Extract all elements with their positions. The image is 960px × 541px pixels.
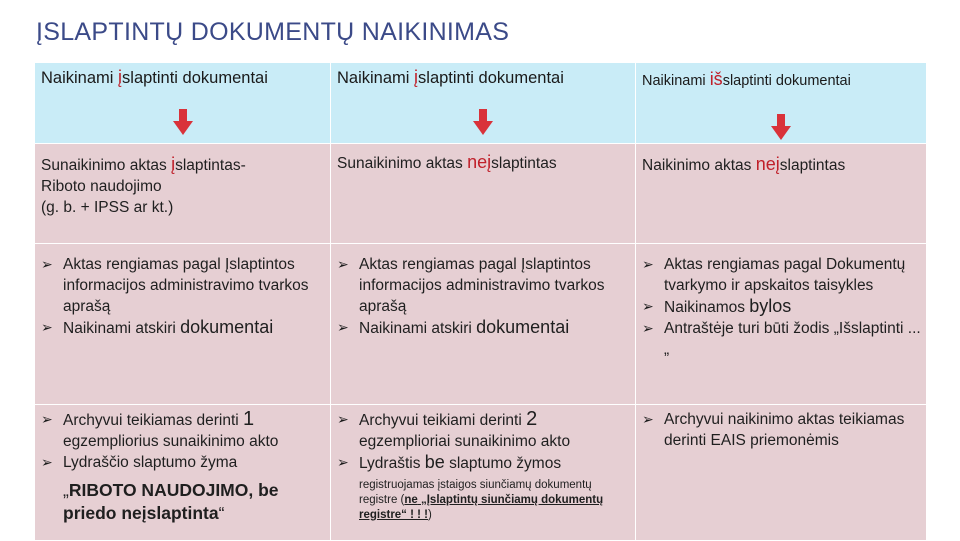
prep-cell-1 [35,244,331,405]
archive-row [35,405,927,541]
arrow-down-icon [473,109,493,135]
header-label: Naikinami išslaptinti dokumentai [642,69,851,89]
registration-note: registruojamas įstaigos siunčiamų dokumentų registre (ne „Įslaptintų siunčiamų dokumentų registre“ ! ! !) [359,479,604,521]
list-item: ➢ Lydraščio slaptumo žyma „RIBOTO NAUDOJIMO, be priedo neįslaptinta“ [41,452,326,525]
list-item: ➢ Aktas rengiamas pagal Dokumentų tvarkymo ir apskaitos taisykles [642,254,922,296]
list-item: ➢ Lydraštis be slaptumo žymos [337,452,631,474]
list-item: ➢ Antraštėje turi būti žodis „Išslaptinti ... „ [642,318,922,360]
bullet-list [636,244,926,360]
header-row [35,63,927,144]
prep-cell-3 [636,244,927,405]
page-title: ĮSLAPTINTŲ DOKUMENTŲ NAIKINIMAS [36,18,510,46]
bullet-list [35,244,330,339]
archive-cell-3 [636,405,927,541]
prep-cell-2 [331,244,636,405]
list-item: ➢ Aktas rengiamas pagal Įslaptintos informacijos administravimo tvarkos aprašą [337,254,631,317]
comparison-table [34,62,927,541]
act-cell-1 [35,144,331,244]
bullet-list [636,405,926,451]
classification-mark: „RIBOTO NAUDOJIMO, be priedo neįslaptinta“ [63,480,279,523]
bullet-list [35,405,330,525]
list-item: ➢ Naikinamos bylos [642,296,922,318]
header-label: Naikinami įslaptinti dokumentai [337,67,564,87]
act-cell-3 [636,144,927,244]
archive-cell-1 [35,405,331,541]
list-item: ➢ Naikinami atskiri dokumentai [337,317,631,339]
act-text: Sunaikinimo aktas neįslaptintas [337,152,557,172]
list-item: ➢ Aktas rengiamas pagal Įslaptintos informacijos administravimo tvarkos aprašą [41,254,326,317]
act-text: Naikinimo aktas neįslaptintas [642,154,846,174]
preparation-row [35,244,927,405]
bullet-list [331,244,635,339]
list-item: ➢ Naikinami atskiri dokumentai [41,317,326,339]
arrow-down-icon [771,114,791,140]
header-cell-2 [331,63,636,144]
header-label: Naikinami įslaptinti dokumentai [41,67,268,87]
list-item: ➢ Archyvui naikinimo aktas teikiamas derinti EAIS priemonėmis [642,409,922,451]
act-cell-2 [331,144,636,244]
act-text: Sunaikinimo aktas įslaptintas- Riboto naudojimo (g. b. + IPSS ar kt.) [41,154,246,216]
header-cell-3 [636,63,927,144]
act-row [35,144,927,244]
list-item: ➢ Archyvui teikiami derinti 2 egzemplioriai sunaikinimo akto [337,409,631,452]
arrow-down-icon [173,109,193,135]
list-item: ➢ Archyvui teikiamas derinti 1 egzempliorius sunaikinimo akto [41,409,326,452]
header-cell-1 [35,63,331,144]
archive-cell-2 [331,405,636,541]
bullet-list [331,405,635,474]
